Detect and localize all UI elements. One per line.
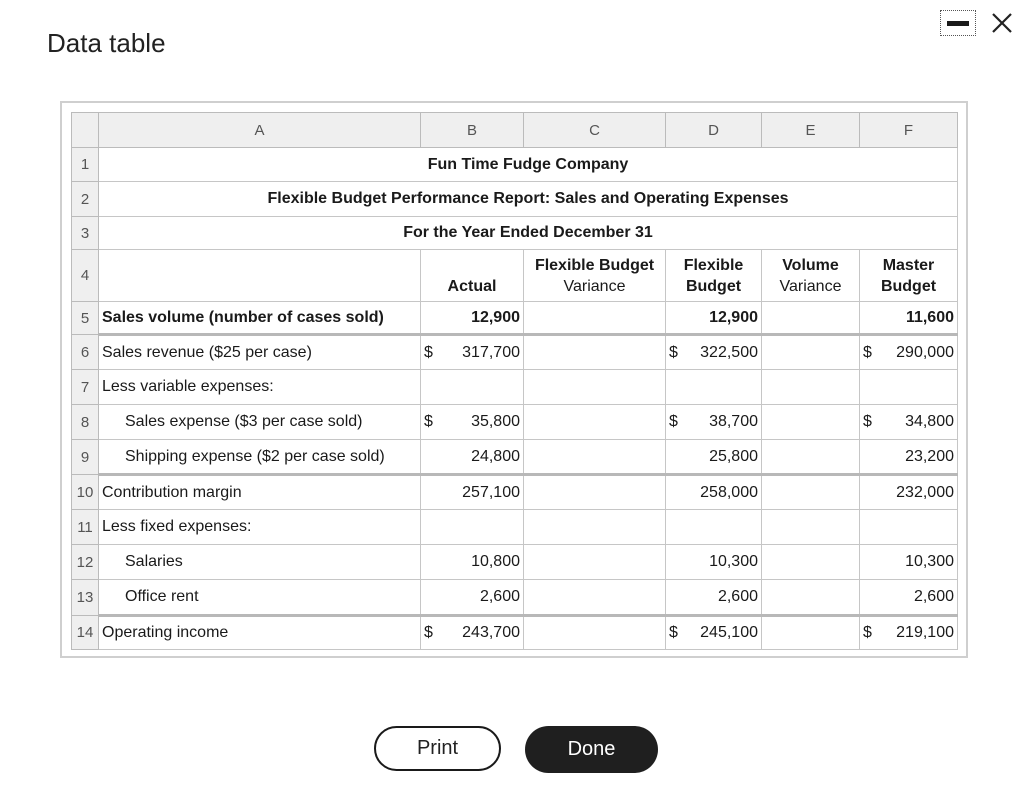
empty-cell: [762, 616, 860, 650]
header-line: Budget: [880, 277, 937, 295]
master-budget-value: [860, 335, 958, 370]
row-number: 8: [72, 405, 99, 440]
row-number: 3: [72, 217, 99, 250]
currency-symbol: $: [863, 343, 872, 361]
empty-cell: [762, 405, 860, 440]
master-budget-value: 232,000: [860, 475, 958, 510]
row-label: Salaries: [99, 545, 421, 580]
row-number: 1: [72, 148, 99, 182]
minimize-icon: [947, 21, 969, 26]
empty-cell: [99, 250, 421, 302]
report-title: Flexible Budget Performance Report: Sales and Operating Expenses: [99, 182, 958, 217]
row-number: 6: [72, 335, 99, 370]
amount: 34,800: [905, 413, 954, 430]
actual-value: 10,800: [421, 545, 524, 580]
row-number: 12: [72, 545, 99, 580]
column-header-d: D: [666, 113, 762, 148]
actual-value: 2,600: [421, 580, 524, 616]
header-line: Budget: [685, 277, 742, 295]
empty-cell: [762, 510, 860, 545]
row-number: 13: [72, 580, 99, 616]
table-row: [72, 182, 958, 217]
amount: 219,100: [896, 624, 954, 641]
table-row: [72, 250, 958, 302]
row-label: Sales revenue ($25 per case): [99, 335, 421, 370]
flexible-budget-value: 10,300: [666, 545, 762, 580]
row-label: Operating income: [99, 616, 421, 650]
flexible-budget-value: 12,900: [666, 302, 762, 335]
empty-cell: [762, 475, 860, 510]
row-label: Less variable expenses:: [99, 370, 421, 405]
row-number: 5: [72, 302, 99, 335]
flexible-budget-value: [666, 405, 762, 440]
spreadsheet-table: [71, 112, 958, 650]
table-row: [72, 148, 958, 182]
row-number: 4: [72, 250, 99, 302]
amount: 38,700: [709, 413, 758, 430]
close-icon[interactable]: [990, 11, 1014, 35]
header-line: Variance: [563, 277, 626, 295]
actual-value: 24,800: [421, 440, 524, 475]
actual-value: [421, 616, 524, 650]
row-label: Office rent: [99, 580, 421, 616]
dialog-title: Data table: [47, 28, 166, 58]
amount: 243,700: [462, 624, 520, 641]
empty-cell: [524, 545, 666, 580]
empty-cell: [762, 545, 860, 580]
row-number: 10: [72, 475, 99, 510]
row-label: Shipping expense ($2 per case sold): [99, 440, 421, 475]
amount: 322,500: [700, 343, 758, 361]
master-budget-value: [860, 616, 958, 650]
table-row: [72, 510, 958, 545]
header-master-budget: [860, 250, 958, 302]
table-row: [72, 545, 958, 580]
amount: 290,000: [896, 343, 954, 361]
currency-symbol: $: [424, 343, 433, 361]
empty-cell: [524, 302, 666, 335]
empty-cell: [762, 440, 860, 475]
row-number: 11: [72, 510, 99, 545]
actual-value: 12,900: [421, 302, 524, 335]
master-budget-value: 2,600: [860, 580, 958, 616]
header-flexible-budget-variance: [524, 250, 666, 302]
amount: 317,700: [462, 343, 520, 361]
empty-cell: [860, 510, 958, 545]
table-row: [72, 405, 958, 440]
table-row: [72, 580, 958, 616]
done-button[interactable]: Done: [525, 726, 658, 773]
window-controls: [940, 10, 1014, 36]
actual-value: 257,100: [421, 475, 524, 510]
table-row: [72, 370, 958, 405]
flexible-budget-value: [666, 616, 762, 650]
column-header-b: B: [421, 113, 524, 148]
row-number: 9: [72, 440, 99, 475]
actual-value: [421, 335, 524, 370]
empty-cell: [666, 510, 762, 545]
data-table-frame: [60, 101, 968, 658]
header-actual: Actual: [421, 250, 524, 302]
amount: 245,100: [700, 624, 758, 641]
table-row: [72, 475, 958, 510]
flexible-budget-value: [666, 335, 762, 370]
table-row: [72, 335, 958, 370]
table-row: [72, 302, 958, 335]
table-row: [72, 616, 958, 650]
header-line: Flexible: [683, 256, 744, 274]
master-budget-value: 10,300: [860, 545, 958, 580]
empty-cell: [860, 370, 958, 405]
header-line: Flexible Budget: [534, 256, 655, 274]
print-button[interactable]: Print: [374, 726, 501, 771]
currency-symbol: $: [669, 343, 678, 361]
empty-cell: [666, 370, 762, 405]
empty-cell: [524, 510, 666, 545]
empty-cell: [524, 440, 666, 475]
empty-cell: [421, 370, 524, 405]
header-line: Volume: [782, 256, 839, 274]
report-period: For the Year Ended December 31: [99, 217, 958, 250]
column-header-c: C: [524, 113, 666, 148]
actual-value: [421, 405, 524, 440]
empty-cell: [762, 335, 860, 370]
row-number: 7: [72, 370, 99, 405]
empty-cell: [762, 580, 860, 616]
currency-symbol: $: [669, 413, 678, 430]
flexible-budget-value: 25,800: [666, 440, 762, 475]
master-budget-value: 23,200: [860, 440, 958, 475]
column-header-row: [72, 113, 958, 148]
minimize-button[interactable]: [940, 10, 976, 36]
row-number: 2: [72, 182, 99, 217]
currency-symbol: $: [424, 413, 433, 430]
empty-cell: [524, 405, 666, 440]
company-name: Fun Time Fudge Company: [99, 148, 958, 182]
column-header-e: E: [762, 113, 860, 148]
column-header-f: F: [860, 113, 958, 148]
row-number: 14: [72, 616, 99, 650]
currency-symbol: $: [424, 624, 433, 641]
header-line: Master: [882, 256, 935, 274]
dialog-footer: [374, 726, 658, 773]
flexible-budget-value: 258,000: [666, 475, 762, 510]
row-label: Sales expense ($3 per case sold): [99, 405, 421, 440]
empty-cell: [524, 370, 666, 405]
header-volume-variance: [762, 250, 860, 302]
empty-cell: [524, 616, 666, 650]
header-flexible-budget: [666, 250, 762, 302]
empty-cell: [421, 510, 524, 545]
master-budget-value: [860, 405, 958, 440]
row-label: Contribution margin: [99, 475, 421, 510]
amount: 35,800: [471, 413, 520, 430]
master-budget-value: 11,600: [860, 302, 958, 335]
row-label: Sales volume (number of cases sold): [99, 302, 421, 335]
currency-symbol: $: [863, 413, 872, 430]
empty-cell: [524, 475, 666, 510]
header-line: Variance: [779, 277, 842, 295]
table-row: [72, 217, 958, 250]
flexible-budget-value: 2,600: [666, 580, 762, 616]
table-row: [72, 440, 958, 475]
column-header-a: A: [99, 113, 421, 148]
currency-symbol: $: [863, 624, 872, 641]
empty-cell: [762, 370, 860, 405]
currency-symbol: $: [669, 624, 678, 641]
empty-cell: [524, 335, 666, 370]
empty-cell: [524, 580, 666, 616]
empty-cell: [762, 302, 860, 335]
corner-cell: [72, 113, 99, 148]
row-label: Less fixed expenses:: [99, 510, 421, 545]
